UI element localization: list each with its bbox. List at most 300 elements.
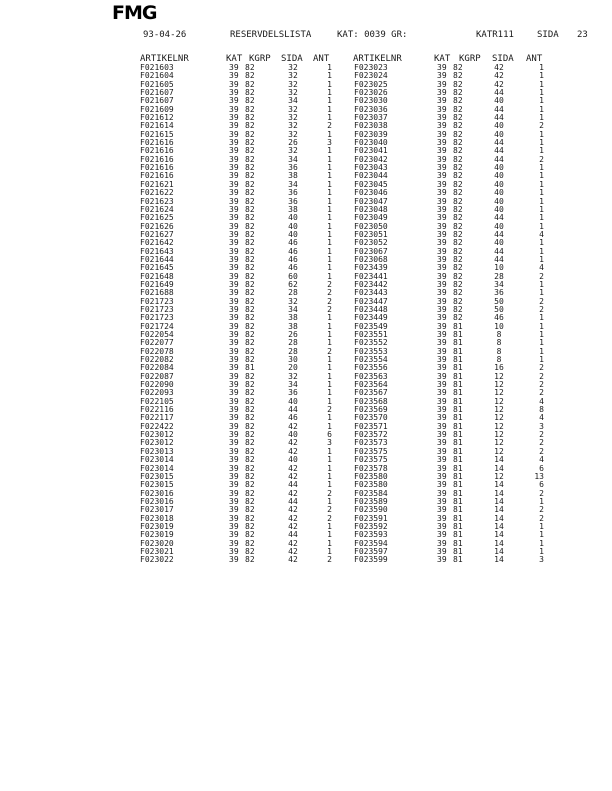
table-row (0, 289, 612, 297)
right-kat-cell: 39 (437, 513, 447, 523)
right-kat-cell: 39 (437, 555, 447, 565)
right-sida-cell: 50 (494, 304, 504, 314)
right-kat-cell: 39 (437, 254, 447, 264)
table-row (0, 323, 612, 331)
left-ant-cell: 1 (327, 113, 332, 123)
right-artikelnr-cell: F023050 (354, 221, 388, 231)
left-ant-cell: 1 (327, 380, 332, 390)
left-kat-cell: 39 (229, 79, 239, 89)
left-artikelnr-cell: F023017 (140, 505, 174, 515)
right-sida-cell: 42 (494, 71, 504, 81)
right-ant-cell: 1 (539, 96, 544, 106)
right-sida-cell: 14 (494, 555, 504, 565)
left-artikelnr-cell: F023014 (140, 455, 174, 465)
right-kgrp-cell: 81 (453, 471, 463, 481)
right-artikelnr-cell: F023043 (354, 163, 388, 173)
left-ant-cell: 6 (327, 430, 332, 440)
right-kgrp-cell: 81 (453, 480, 463, 490)
right-ant-cell: 1 (539, 71, 544, 81)
left-ant-cell: 1 (327, 455, 332, 465)
left-kat-cell: 39 (229, 421, 239, 431)
col-kgrp-left: KGRP (249, 54, 271, 64)
right-ant-cell: 1 (539, 530, 544, 540)
right-artikelnr-cell: F023048 (354, 204, 388, 214)
right-kgrp-cell: 82 (453, 154, 463, 164)
left-kgrp-cell: 82 (245, 171, 255, 181)
right-ant-cell: 2 (539, 363, 544, 373)
right-kat-cell: 39 (437, 121, 447, 131)
table-row (0, 64, 612, 72)
left-ant-cell: 1 (327, 163, 332, 173)
right-kat-cell: 39 (437, 146, 447, 156)
left-ant-cell: 2 (327, 304, 332, 314)
right-ant-cell: 2 (539, 430, 544, 440)
right-sida-cell: 40 (494, 129, 504, 139)
table-row (0, 523, 612, 531)
table-row (0, 139, 612, 147)
right-artikelnr-cell: F023570 (354, 413, 388, 423)
right-kgrp-cell: 82 (453, 171, 463, 181)
right-sida-cell: 14 (494, 538, 504, 548)
right-artikelnr-cell: F023578 (354, 463, 388, 473)
left-kgrp-cell: 82 (245, 405, 255, 415)
right-artikelnr-cell: F023025 (354, 79, 388, 89)
right-sida-cell: 14 (494, 463, 504, 473)
right-kgrp-cell: 81 (453, 530, 463, 540)
left-kgrp-cell: 82 (245, 513, 255, 523)
left-sida-cell: 42 (288, 521, 298, 531)
left-sida-cell: 36 (288, 196, 298, 206)
right-ant-cell: 1 (539, 279, 544, 289)
right-ant-cell: 3 (539, 555, 544, 565)
right-sida-cell: 14 (494, 521, 504, 531)
table-row (0, 248, 612, 256)
right-ant-cell: 4 (539, 263, 544, 273)
left-kgrp-cell: 82 (245, 121, 255, 131)
left-sida-cell: 44 (288, 530, 298, 540)
left-ant-cell: 1 (327, 179, 332, 189)
table-row (0, 465, 612, 473)
right-artikelnr-cell: F023572 (354, 430, 388, 440)
table-row (0, 89, 612, 97)
right-artikelnr-cell: F023037 (354, 113, 388, 123)
right-artikelnr-cell: F023030 (354, 96, 388, 106)
left-kat-cell: 39 (229, 246, 239, 256)
right-kat-cell: 39 (437, 246, 447, 256)
table-row (0, 389, 612, 397)
table-row (0, 81, 612, 89)
table-row (0, 548, 612, 556)
left-artikelnr-cell: F023018 (140, 513, 174, 523)
left-ant-cell: 1 (327, 88, 332, 98)
left-artikelnr-cell: F021616 (140, 146, 174, 156)
table-row (0, 172, 612, 180)
right-artikelnr-cell: F023580 (354, 471, 388, 481)
right-ant-cell: 1 (539, 330, 544, 339)
left-sida-cell: 32 (288, 121, 298, 131)
right-artikelnr-cell: F023023 (354, 63, 388, 72)
left-kgrp-cell: 82 (245, 530, 255, 540)
left-kgrp-cell: 82 (245, 488, 255, 498)
table-row (0, 106, 612, 114)
right-ant-cell: 2 (539, 438, 544, 448)
left-sida-cell: 46 (288, 413, 298, 423)
right-kgrp-cell: 81 (453, 488, 463, 498)
right-kgrp-cell: 82 (453, 179, 463, 189)
right-ant-cell: 1 (539, 546, 544, 556)
left-kgrp-cell: 82 (245, 346, 255, 356)
right-kgrp-cell: 82 (453, 271, 463, 281)
right-kat-cell: 39 (437, 538, 447, 548)
left-ant-cell: 1 (327, 271, 332, 281)
right-kat-cell: 39 (437, 371, 447, 381)
right-kgrp-cell: 81 (453, 413, 463, 423)
table-row (0, 214, 612, 222)
right-sida-cell: 44 (494, 113, 504, 123)
right-sida-cell: 14 (494, 505, 504, 515)
left-ant-cell: 1 (327, 396, 332, 406)
table-row (0, 540, 612, 548)
right-kat-cell: 39 (437, 88, 447, 98)
right-ant-cell: 2 (539, 304, 544, 314)
left-sida-cell: 62 (288, 279, 298, 289)
left-artikelnr-cell: F023016 (140, 496, 174, 506)
right-sida-cell: 40 (494, 188, 504, 198)
left-artikelnr-cell: F022105 (140, 396, 174, 406)
left-kgrp-cell: 82 (245, 238, 255, 248)
right-sida-cell: 8 (496, 338, 502, 348)
left-sida-cell: 28 (288, 288, 298, 298)
left-kat-cell: 39 (229, 505, 239, 515)
left-ant-cell: 1 (327, 254, 332, 264)
left-kat-cell: 39 (229, 304, 239, 314)
right-kat-cell: 39 (437, 296, 447, 306)
left-sida-cell: 42 (288, 446, 298, 456)
left-kat-cell: 39 (229, 263, 239, 273)
right-kgrp-cell: 82 (453, 129, 463, 139)
left-ant-cell: 1 (327, 154, 332, 164)
right-artikelnr-cell: F023563 (354, 371, 388, 381)
left-kat-cell: 39 (229, 480, 239, 490)
table-row (0, 114, 612, 122)
left-sida-cell: 40 (288, 455, 298, 465)
right-kat-cell: 39 (437, 79, 447, 89)
right-sida-cell: 40 (494, 204, 504, 214)
left-ant-cell: 1 (327, 204, 332, 214)
right-sida-cell: 40 (494, 238, 504, 248)
right-sida-cell: 44 (494, 154, 504, 164)
left-kat-cell: 39 (229, 413, 239, 423)
right-artikelnr-cell: F023556 (354, 363, 388, 373)
right-kgrp-cell: 81 (453, 405, 463, 415)
right-ant-cell: 1 (539, 113, 544, 123)
right-kgrp-cell: 81 (453, 330, 463, 339)
right-sida-cell: 8 (496, 346, 502, 356)
right-artikelnr-cell: F023026 (354, 88, 388, 98)
left-kat-cell: 39 (229, 496, 239, 506)
left-ant-cell: 2 (327, 121, 332, 131)
table-row (0, 181, 612, 189)
table-row (0, 72, 612, 80)
right-kat-cell: 39 (437, 446, 447, 456)
left-sida-cell: 46 (288, 263, 298, 273)
left-ant-cell: 1 (327, 96, 332, 106)
table-row (0, 131, 612, 139)
table-row (0, 515, 612, 523)
right-kat-cell: 39 (437, 96, 447, 106)
left-artikelnr-cell: F021607 (140, 96, 174, 106)
right-artikelnr-cell: F023443 (354, 288, 388, 298)
table-row (0, 473, 612, 481)
left-kat-cell: 39 (229, 488, 239, 498)
left-sida-cell: 30 (288, 355, 298, 365)
table-row (0, 239, 612, 247)
left-artikelnr-cell: F021723 (140, 313, 174, 323)
right-artikelnr-cell: F023067 (354, 246, 388, 256)
right-ant-cell: 1 (539, 146, 544, 156)
right-kgrp-cell: 82 (453, 213, 463, 223)
right-artikelnr-cell: F023046 (354, 188, 388, 198)
left-ant-cell: 1 (327, 330, 332, 339)
left-artikelnr-cell: F021723 (140, 304, 174, 314)
right-kat-cell: 39 (437, 355, 447, 365)
table-row (0, 298, 612, 306)
col-kat-right: KAT (434, 54, 451, 64)
right-kat-cell: 39 (437, 388, 447, 398)
left-artikelnr-cell: F023021 (140, 546, 174, 556)
right-sida-cell: 12 (494, 446, 504, 456)
left-ant-cell: 1 (327, 463, 332, 473)
right-ant-cell: 6 (539, 463, 544, 473)
right-sida-cell: 44 (494, 246, 504, 256)
left-kgrp-cell: 82 (245, 480, 255, 490)
right-sida-cell: 14 (494, 488, 504, 498)
left-kat-cell: 39 (229, 71, 239, 81)
right-sida-cell: 12 (494, 413, 504, 423)
left-ant-cell: 1 (327, 496, 332, 506)
right-kgrp-cell: 82 (453, 163, 463, 173)
right-ant-cell: 1 (539, 221, 544, 231)
right-sida-cell: 44 (494, 254, 504, 264)
right-kat-cell: 39 (437, 179, 447, 189)
right-kgrp-cell: 82 (453, 79, 463, 89)
right-kgrp-cell: 82 (453, 204, 463, 214)
left-kgrp-cell: 82 (245, 196, 255, 206)
left-sida-cell: 42 (288, 463, 298, 473)
left-kgrp-cell: 82 (245, 204, 255, 214)
right-kgrp-cell: 82 (453, 146, 463, 156)
right-artikelnr-cell: F023024 (354, 71, 388, 81)
right-kgrp-cell: 81 (453, 430, 463, 440)
right-sida-cell: 14 (494, 546, 504, 556)
right-kgrp-cell: 82 (453, 246, 463, 256)
table-row (0, 356, 612, 364)
left-kgrp-cell: 82 (245, 396, 255, 406)
left-ant-cell: 1 (327, 538, 332, 548)
table-row (0, 506, 612, 514)
left-ant-cell: 1 (327, 355, 332, 365)
left-kat-cell: 39 (229, 146, 239, 156)
left-artikelnr-cell: F022093 (140, 388, 174, 398)
left-artikelnr-cell: F021616 (140, 163, 174, 173)
table-row (0, 306, 612, 314)
left-kat-cell: 39 (229, 96, 239, 106)
right-sida-cell: 44 (494, 88, 504, 98)
right-kat-cell: 39 (437, 129, 447, 139)
left-kat-cell: 39 (229, 221, 239, 231)
left-kat-cell: 39 (229, 438, 239, 448)
right-sida-cell: 14 (494, 455, 504, 465)
left-sida-cell: 32 (288, 371, 298, 381)
left-kat-cell: 39 (229, 546, 239, 556)
right-kgrp-cell: 82 (453, 254, 463, 264)
right-kgrp-cell: 82 (453, 96, 463, 106)
right-kat-cell: 39 (437, 163, 447, 173)
right-kat-cell: 39 (437, 213, 447, 223)
left-artikelnr-cell: F023015 (140, 480, 174, 490)
right-artikelnr-cell: F023036 (354, 104, 388, 114)
right-ant-cell: 1 (539, 254, 544, 264)
right-ant-cell: 1 (539, 355, 544, 365)
table-row (0, 97, 612, 105)
left-sida-cell: 38 (288, 313, 298, 323)
left-sida-cell: 42 (288, 555, 298, 565)
table-row (0, 273, 612, 281)
left-ant-cell: 1 (327, 480, 332, 490)
right-kat-cell: 39 (437, 455, 447, 465)
left-sida-cell: 42 (288, 421, 298, 431)
left-kat-cell: 39 (229, 555, 239, 565)
left-kat-cell: 39 (229, 163, 239, 173)
left-sida-cell: 32 (288, 104, 298, 114)
left-sida-cell: 40 (288, 213, 298, 223)
left-kat-cell: 39 (229, 313, 239, 323)
left-artikelnr-cell: F022054 (140, 330, 174, 339)
table-row (0, 423, 612, 431)
left-ant-cell: 1 (327, 446, 332, 456)
right-artikelnr-cell: F023552 (354, 338, 388, 348)
right-artikelnr-cell: F023042 (354, 154, 388, 164)
right-ant-cell: 1 (539, 196, 544, 206)
table-row (0, 231, 612, 239)
right-sida-cell: 40 (494, 179, 504, 189)
left-artikelnr-cell: F023016 (140, 488, 174, 498)
left-artikelnr-cell: F021649 (140, 279, 174, 289)
table-row (0, 331, 612, 339)
left-artikelnr-cell: F022082 (140, 355, 174, 365)
right-kgrp-cell: 81 (453, 321, 463, 331)
left-sida-cell: 40 (288, 229, 298, 239)
left-ant-cell: 1 (327, 246, 332, 256)
right-ant-cell: 1 (539, 63, 544, 72)
left-artikelnr-cell: F021642 (140, 238, 174, 248)
left-artikelnr-cell: F022117 (140, 413, 174, 423)
left-kgrp-cell: 82 (245, 413, 255, 423)
right-artikelnr-cell: F023569 (354, 405, 388, 415)
right-ant-cell: 8 (539, 405, 544, 415)
left-sida-cell: 28 (288, 346, 298, 356)
left-artikelnr-cell: F023015 (140, 471, 174, 481)
right-artikelnr-cell: F023441 (354, 271, 388, 281)
left-sida-cell: 38 (288, 321, 298, 331)
left-ant-cell: 1 (327, 188, 332, 198)
left-kgrp-cell: 82 (245, 246, 255, 256)
right-kat-cell: 39 (437, 321, 447, 331)
right-artikelnr-cell: F023044 (354, 171, 388, 181)
table-row (0, 147, 612, 155)
right-ant-cell: 1 (539, 179, 544, 189)
left-kat-cell: 39 (229, 463, 239, 473)
left-ant-cell: 1 (327, 388, 332, 398)
left-kat-cell: 39 (229, 238, 239, 248)
left-kgrp-cell: 82 (245, 179, 255, 189)
left-kat-cell: 39 (229, 154, 239, 164)
right-ant-cell: 1 (539, 104, 544, 114)
table-row (0, 406, 612, 414)
left-sida-cell: 40 (288, 396, 298, 406)
left-kat-cell: 39 (229, 446, 239, 456)
left-kgrp-cell: 82 (245, 538, 255, 548)
left-sida-cell: 42 (288, 438, 298, 448)
left-artikelnr-cell: F022084 (140, 363, 174, 373)
left-kat-cell: 39 (229, 388, 239, 398)
left-kat-cell: 39 (229, 471, 239, 481)
right-kat-cell: 39 (437, 263, 447, 273)
left-kat-cell: 39 (229, 455, 239, 465)
left-sida-cell: 32 (288, 63, 298, 72)
left-artikelnr-cell: F021644 (140, 254, 174, 264)
left-artikelnr-cell: F021609 (140, 104, 174, 114)
left-ant-cell: 1 (327, 213, 332, 223)
left-kat-cell: 39 (229, 405, 239, 415)
table-row (0, 164, 612, 172)
right-ant-cell: 1 (539, 188, 544, 198)
left-artikelnr-cell: F022078 (140, 346, 174, 356)
left-kgrp-cell: 82 (245, 229, 255, 239)
right-kgrp-cell: 82 (453, 121, 463, 131)
left-ant-cell: 2 (327, 488, 332, 498)
right-ant-cell: 2 (539, 388, 544, 398)
right-kat-cell: 39 (437, 288, 447, 298)
left-ant-cell: 1 (327, 263, 332, 273)
right-kgrp-cell: 82 (453, 71, 463, 81)
table-row (0, 398, 612, 406)
right-kat-cell: 39 (437, 271, 447, 281)
left-sida-cell: 36 (288, 163, 298, 173)
left-sida-cell: 32 (288, 296, 298, 306)
right-sida-cell: 10 (494, 263, 504, 273)
right-artikelnr-cell: F023575 (354, 455, 388, 465)
left-ant-cell: 1 (327, 338, 332, 348)
left-artikelnr-cell: F021627 (140, 229, 174, 239)
left-kat-cell: 39 (229, 213, 239, 223)
right-sida-cell: 34 (494, 279, 504, 289)
left-kgrp-cell: 82 (245, 496, 255, 506)
right-sida-cell: 14 (494, 496, 504, 506)
left-sida-cell: 42 (288, 505, 298, 515)
left-kat-cell: 39 (229, 229, 239, 239)
left-ant-cell: 1 (327, 363, 332, 373)
right-ant-cell: 2 (539, 380, 544, 390)
right-kgrp-cell: 82 (453, 196, 463, 206)
left-ant-cell: 1 (327, 221, 332, 231)
right-sida-cell: 40 (494, 221, 504, 231)
left-kgrp-cell: 82 (245, 446, 255, 456)
right-artikelnr-cell: F023589 (354, 496, 388, 506)
left-ant-cell: 2 (327, 296, 332, 306)
right-artikelnr-cell: F023564 (354, 380, 388, 390)
right-sida-cell: 14 (494, 530, 504, 540)
